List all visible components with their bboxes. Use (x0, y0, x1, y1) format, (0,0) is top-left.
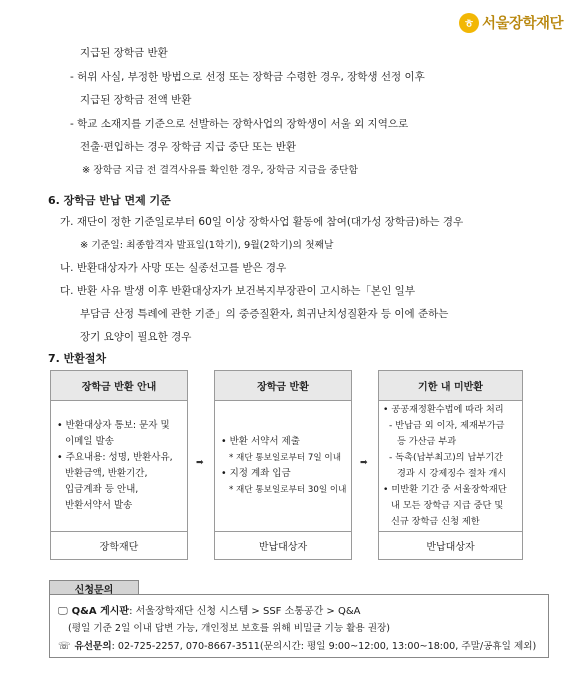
section6-title: 6. 장학금 반납 면제 기준 (48, 194, 171, 207)
contact-box (49, 594, 549, 658)
section6-item-na: 나. 반환대상자가 사망 또는 실종선고를 받은 경우 (60, 262, 287, 274)
contact-phone-line (58, 638, 536, 652)
contact-qa-line (58, 602, 361, 617)
section6-item-da-2: 부담금 산정 특례에 관한 기준」의 중증질환자, 희귀난치성질환자 등 이에 준하는 (80, 308, 449, 320)
intro-line-3: 지급된 장학금 전액 반환 (80, 94, 192, 106)
foundation-logo (459, 12, 563, 33)
flow-step-header: 장학금 반환 (215, 371, 351, 401)
contact-phone-label: 유선문의 (74, 641, 112, 652)
flow-line: 내 모든 장학금 지급 중단 및 (391, 500, 504, 511)
flow-line: • 반환 서약서 제출 (221, 436, 300, 447)
intro-line-5: 전출·편입하는 경우 장학금 지급 중단 또는 반환 (80, 141, 297, 153)
flow-line: 신규 장학금 신청 제한 (391, 516, 480, 527)
section6-item-ga: 가. 재단이 정한 기준일로부터 60일 이상 장학사업 활동에 참여(대가성 장학금)하는 경우 (60, 216, 464, 228)
flow-step-body (379, 401, 522, 531)
phone-icon: ☏ (58, 641, 71, 652)
flow-line: 반환서약서 발송 (65, 500, 133, 511)
flow-step-footer: 장학재단 (51, 531, 187, 559)
intro-line-1: 지급된 장학금 반환 (80, 47, 168, 59)
flow-line: - 반납금 외 이자, 제재부가금 (389, 420, 505, 431)
contact-phone-text: : 02-725-2257, 070-8667-3511(문의시간: 평일 9:00~12:00, 13:00~18:00, 주말/공휴일 제외) (111, 641, 537, 652)
flow-line: • 지정 계좌 입금 (221, 468, 291, 479)
contact-qa-text: : 서울장학재단 신청 시스템 > SSF 소통공간 > Q&A (129, 606, 361, 617)
flow-line: * 재단 통보일로부터 30일 이내 (229, 485, 347, 495)
flow-line: • 반환대상자 통보: 문자 및 (57, 420, 170, 431)
contact-qa-label: Q&A 게시판 (71, 606, 130, 617)
arrow-right-icon: ➡ (196, 458, 204, 468)
flow-step-footer: 반납대상자 (215, 531, 351, 559)
flow-line: * 재단 통보일로부터 7일 이내 (229, 453, 342, 463)
flow-step-unpaid (378, 370, 523, 560)
flow-step-notice (50, 370, 188, 560)
intro-note: ※ 장학금 지급 전 결격사유를 확인한 경우, 장학금 지급을 중단함 (82, 165, 358, 176)
flow-step-header: 기한 내 미반환 (379, 371, 522, 401)
flow-line: - 독촉(납부최고)의 납부기간 (389, 452, 503, 463)
flow-line: 경과 시 강제징수 절차 개시 (397, 468, 507, 479)
section6-item-da-3: 장기 요양이 필요한 경우 (80, 331, 192, 343)
flow-line: • 공공재정환수법에 따라 처리 (383, 404, 504, 415)
flow-line: 입금계좌 등 안내, (65, 484, 139, 495)
contact-tab: 신청문의 (49, 580, 139, 595)
section6-note: ※ 기준일: 최종합격자 발표일(1학기), 9월(2학기)의 첫째날 (80, 240, 334, 251)
flow-step-body (215, 401, 351, 531)
section6-item-da-1: 다. 반환 사유 발생 이후 반환대상자가 보건복지부장관이 고시하는「본인 일부 (60, 285, 415, 297)
flow-step-body (51, 401, 187, 531)
flow-line: • 미반환 기간 중 서울장학재단 (383, 484, 507, 495)
flow-step-repay (214, 370, 352, 560)
flow-line: 반환금액, 반환기간, (65, 468, 148, 479)
flow-step-footer: 반납대상자 (379, 531, 522, 559)
flow-step-header: 장학금 반환 안내 (51, 371, 187, 401)
contact-qa-note: (평일 기준 2일 이내 답변 가능, 개인정보 보호를 위해 비밀글 기능 활용 권장) (68, 623, 390, 634)
flow-line: • 주요내용: 성명, 반환사유, (57, 452, 173, 463)
flow-line: 이메일 발송 (65, 436, 114, 447)
flow-line: 등 가산금 부과 (397, 436, 457, 447)
logo-text: 서울장학재단 (481, 16, 563, 32)
monitor-icon: 🖵 (58, 606, 68, 617)
section7-title: 7. 반환절차 (48, 352, 107, 365)
logo-mark-icon: ㅎ (459, 13, 479, 33)
arrow-right-icon: ➡ (360, 458, 368, 468)
intro-line-4: - 학교 소재지를 기준으로 선발하는 장학사업의 장학생이 서울 외 지역으로 (70, 118, 409, 130)
intro-line-2: - 허위 사실, 부정한 방법으로 선정 또는 장학금 수령한 경우, 장학생 선정 이후 (70, 71, 425, 83)
